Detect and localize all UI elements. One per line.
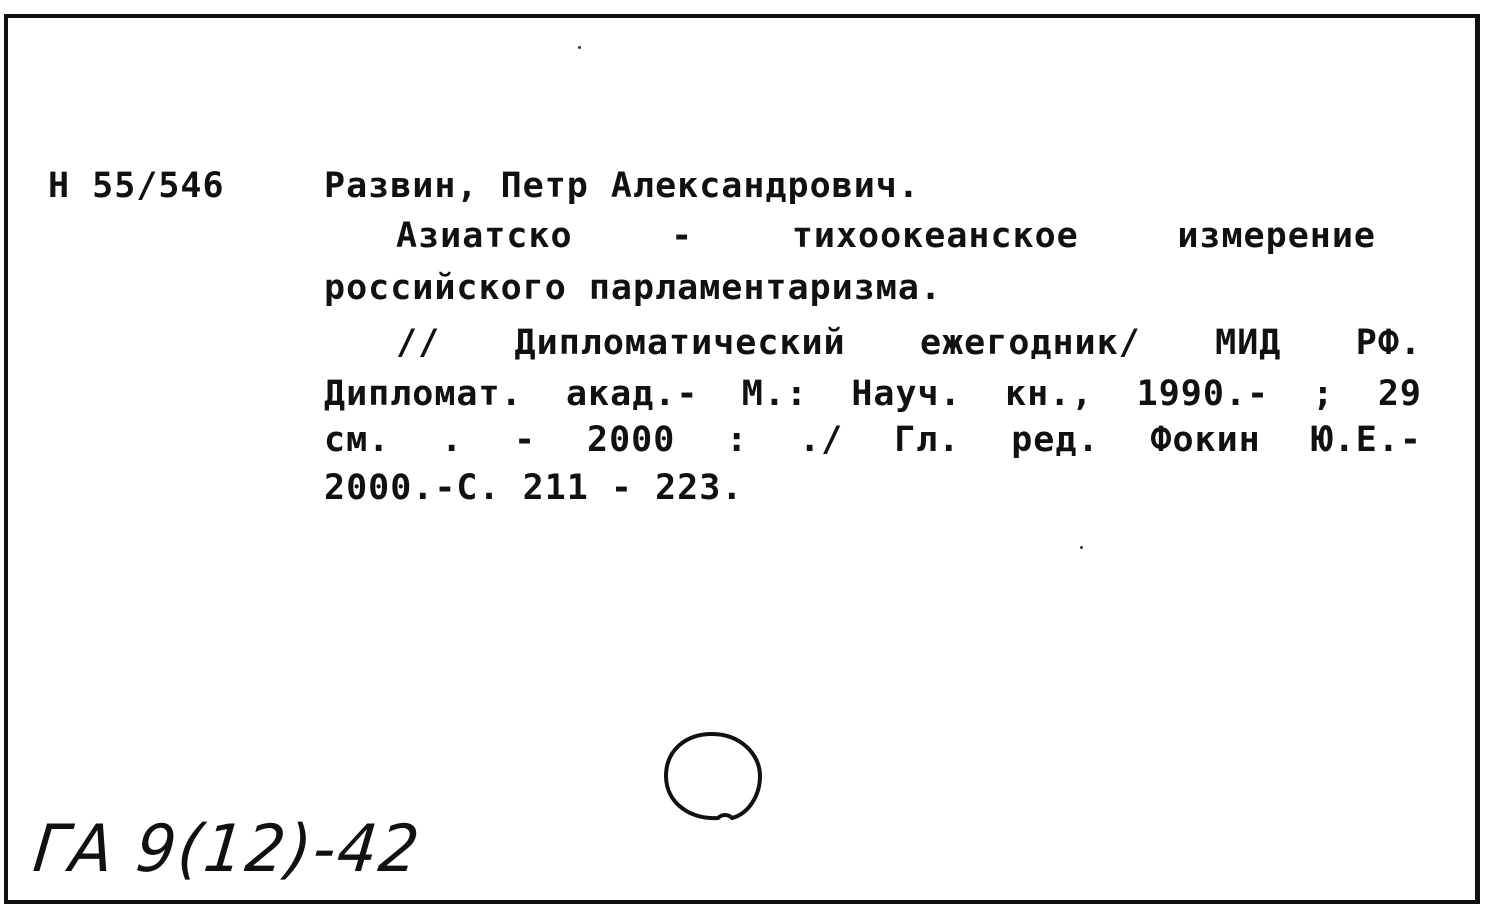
scan-speck (578, 46, 581, 49)
shelfmark: Н 55/546 (48, 166, 225, 206)
pages-line: 2000.-С. 211 - 223. (324, 468, 744, 508)
author-heading: Развин, Петр Александрович. (324, 166, 920, 206)
title-line-2: российского парламентаризма. (324, 268, 943, 308)
source-line-2: Дипломат. акад.- М.: Науч. кн., 1990.- ; 29 (324, 374, 1422, 414)
source-line-1: // Дипломатический ежегодник/ МИД РФ. (396, 323, 1422, 363)
scan-speck (1080, 546, 1083, 549)
title-line-1: Азиатско - тихоокеанское измерение (396, 216, 1376, 256)
punch-hole-icon (662, 730, 762, 822)
handwritten-code: ГА 9(12)-42 (29, 810, 425, 887)
source-line-3: см. . - 2000 : ./ Гл. ред. Фокин Ю.Е.- (324, 420, 1422, 460)
